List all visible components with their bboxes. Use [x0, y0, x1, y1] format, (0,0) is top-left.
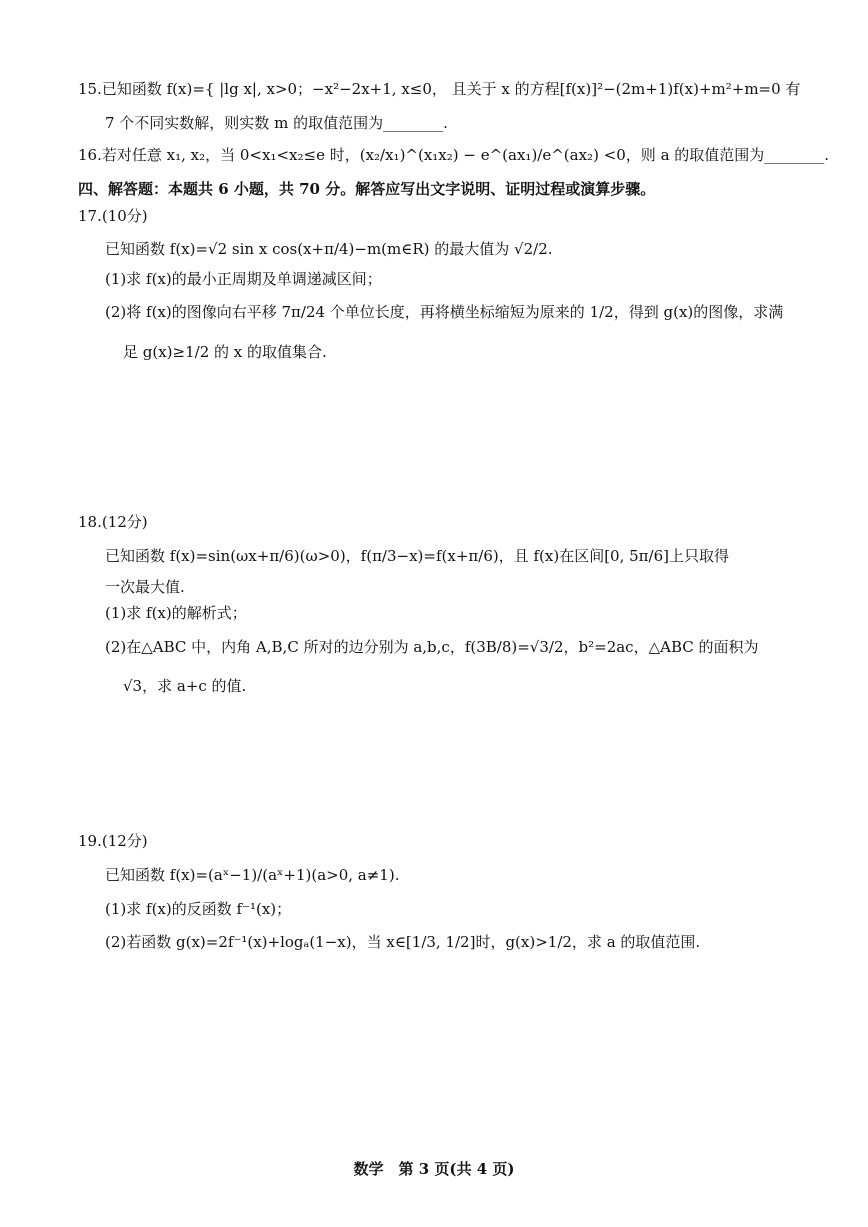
- q18-heading: 18.(12分): [78, 513, 148, 531]
- q18-stem-line2: 一次最大值.: [105, 578, 185, 596]
- q17-heading: 17.(10分): [78, 207, 148, 225]
- q16: 16.若对任意 x₁, x₂，当 0<x₁<x₂≤e 时，(x₂/x₁)^(x₁x₂) − e^(ax₁)/e^(ax₂) <0，则 a 的取值范围为________.: [78, 146, 830, 164]
- q17-part1: (1)求 f(x)的最小正周期及单调递减区间；: [105, 270, 382, 288]
- q19-part2: (2)若函数 g(x)=2f⁻¹(x)+logₐ(1−x)，当 x∈[1/3, 1/2]时，g(x)>1/2，求 a 的取值范围.: [105, 933, 701, 951]
- q17-part2-line1: (2)将 f(x)的图像向右平移 7π/24 个单位长度，再将横坐标缩短为原来的 1/2，得到 g(x)的图像，求满: [105, 303, 784, 321]
- q17-stem: 已知函数 f(x)=√2 sin x cos(x+π/4)−m(m∈R) 的最大值为 √2/2.: [105, 240, 553, 258]
- q18-stem-line1: 已知函数 f(x)=sin(ωx+π/6)(ω>0)，f(π/3−x)=f(x+π/6)，且 f(x)在区间[0, 5π/6]上只取得: [105, 547, 729, 565]
- q17-part2-line2: 足 g(x)≥1/2 的 x 的取值集合.: [123, 343, 327, 361]
- q15-line1: 15.已知函数 f(x)={ |lg x|, x>0；−x²−2x+1, x≤0， 且关于 x 的方程[f(x)]²−(2m+1)f(x)+m²+m=0 有: [78, 80, 801, 98]
- section-heading: 四、解答题：本题共 6 小题，共 70 分。解答应写出文字说明、证明过程或演算步骤。: [78, 180, 656, 198]
- q15-line2: 7 个不同实数解，则实数 m 的取值范围为________.: [105, 114, 448, 132]
- q19-part1: (1)求 f(x)的反函数 f⁻¹(x)；: [105, 900, 292, 918]
- page-footer: 数学 第 3 页(共 4 页): [353, 1160, 515, 1178]
- q18-part1: (1)求 f(x)的解析式；: [105, 604, 247, 622]
- q18-part2-line2: √3，求 a+c 的值.: [123, 677, 247, 695]
- q19-stem: 已知函数 f(x)=(aˣ−1)/(aˣ+1)(a>0, a≠1).: [105, 866, 400, 884]
- q18-part2-line1: (2)在△ABC 中，内角 A,B,C 所对的边分别为 a,b,c，f(3B/8)=√3/2，b²=2ac，△ABC 的面积为: [105, 638, 759, 656]
- q19-heading: 19.(12分): [78, 832, 148, 850]
